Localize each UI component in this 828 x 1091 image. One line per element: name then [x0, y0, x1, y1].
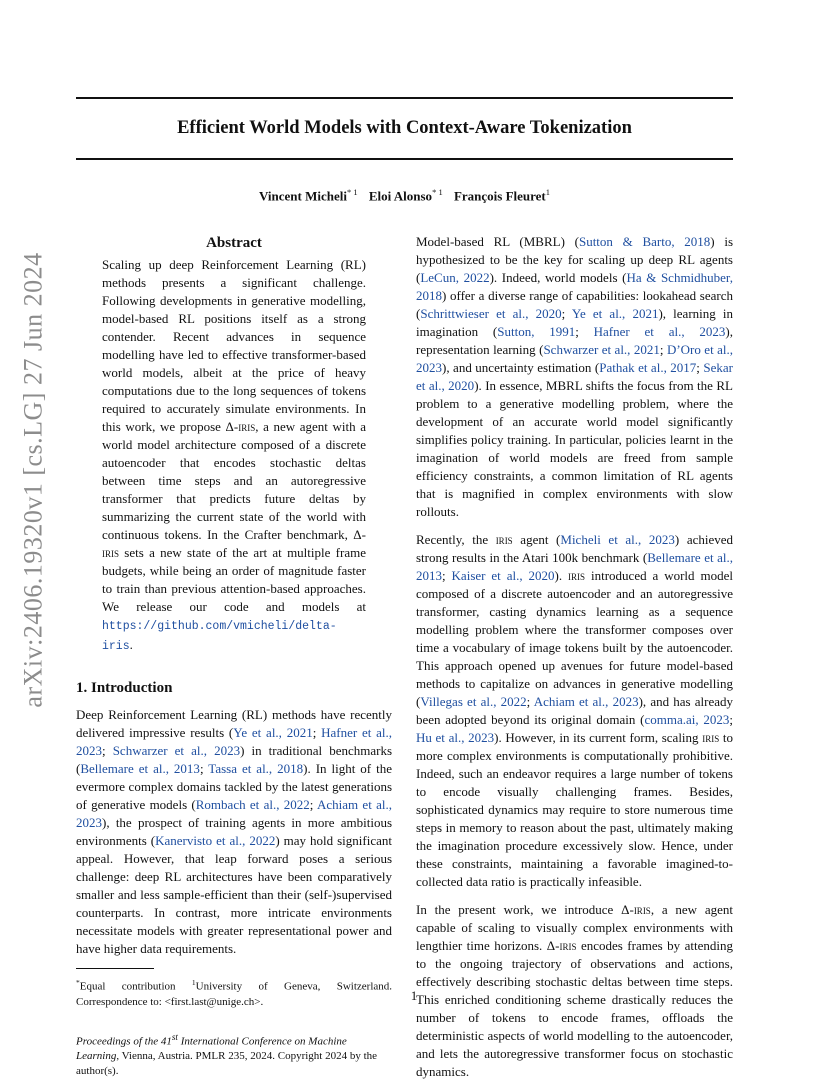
citation[interactable]: Villegas et al., 2022: [420, 694, 527, 709]
citation[interactable]: Hafner et al., 2023: [76, 725, 392, 758]
citation[interactable]: Schrittwieser et al., 2020: [420, 306, 562, 321]
citation[interactable]: Bellemare et al., 2013: [80, 761, 200, 776]
citation[interactable]: Ye et al., 2021: [233, 725, 313, 740]
title-rule-bottom: [76, 158, 733, 160]
citation[interactable]: Kaiser et al., 2020: [451, 568, 555, 583]
citation[interactable]: comma.ai, 2023: [644, 712, 730, 727]
citation[interactable]: Sutton, 1991: [497, 324, 576, 339]
code-link[interactable]: https://github.com/vmicheli/delta-iris: [102, 620, 337, 653]
citation[interactable]: Rombach et al., 2022: [195, 797, 310, 812]
citation[interactable]: Kanervisto et al., 2022: [155, 833, 276, 848]
citation[interactable]: D’Oro et al., 2023: [416, 342, 734, 375]
citation[interactable]: Bellemare et al., 2013: [416, 550, 733, 583]
intro-paragraph: Deep Reinforcement Learning (RL) methods have recently delivered impressive results (Ye et al., 2021; Hafner et al., 2023; Schwarzer et al., 2023) in traditional benchmarks (Bellemare et al., 2013; Tassa et al., 2018). In light of the evermore complex domains tackled by the latest generations of generative models (Rombach et al., 2022; Achiam et al., 2023), the prospect of training agents in more ambitious environments (Kanervisto et al., 2022) may hold significant appeal. However, that leap forward poses a serious challenge: deep RL architectures have been comparatively smaller and less sample-efficient than their (self-)supervised counterparts. In contrast, more intricate environments necessitate models with greater representational power and have higher data requirements.: [76, 707, 392, 956]
author-marks: * 1: [432, 187, 443, 197]
paper-title: Efficient World Models with Context-Aware Tokenization: [177, 118, 632, 138]
left-column: [76, 233, 392, 1079]
page-number: 1: [410, 988, 418, 1003]
citation[interactable]: Sekar et al., 2020: [416, 360, 733, 393]
author-marks: 1: [545, 187, 551, 197]
citation[interactable]: Achiam et al., 2023: [76, 797, 392, 830]
abstract-heading: Abstract: [206, 235, 262, 251]
citation[interactable]: Tassa et al., 2018: [208, 761, 304, 776]
citation[interactable]: Hafner et al., 2023: [593, 324, 726, 339]
author-name: Eloi Alonso: [368, 188, 433, 204]
author-list: [76, 187, 733, 204]
author-name: François Fleuret: [453, 188, 546, 204]
affiliation-footnote: *Equal contribution $^1$University of Geneva, Switzerland. Correspondence to: <first.last@unige.ch>.: [76, 978, 393, 1008]
citation[interactable]: Achiam et al., 2023: [533, 694, 639, 709]
citation[interactable]: LeCun, 2022: [420, 270, 490, 285]
abstract-text: Scaling up deep Reinforcement Learning (RL) methods presents a significant challenge. Following developments in generative modelling, model-based RL positions itself as a strong contender. Recent advances in sequence modelling have led to effective transformer-based world models, albeit at the price of heavy computations due to the long sequences of tokens required to accurately simulate environments. In this work, we propose Δ-iris, a new agent with a world model architecture composed of a discrete autoencoder that encodes stochastic deltas between time steps and an autoregressive transformer that predicts future deltas by summarizing the current state of the world with continuous tokens. In the Crafter benchmark, Δ-iris sets a new state of the art at multiple frame budgets, while being an order of magnitude faster to train than previous attention-based approaches. We release our code and models at https://github.com/vmicheli/delta-iris.: [102, 257, 366, 653]
right-column: [416, 233, 733, 1091]
author-name: Vincent Micheli: [258, 188, 347, 204]
proceedings-note: Proceedings of the 41st International Conference on Machine Learning, Vienna, Austria. PMLR 235, 2024. Copyright 2024 by the author(s).: [76, 1031, 378, 1078]
body-paragraph-3: In the present work, we introduce Δ-iris, a new agent capable of scaling to visually complex environments with lengthier time horizons. Δ-iris encodes frames by attending to the ongoing trajectory of observations and actions, effectively describing stochastic deltas between time steps. This enriched conditioning scheme drastically reduces the number of tokens to encode frames, offloads the deterministic aspects of world modelling to the autoencoder, and lets the autoregressive transformer focus on stochastic dynamics.: [416, 902, 733, 1079]
arxiv-stamp: arXiv:2406.19320v1 [cs.LG] 27 Jun 2024: [19, 252, 48, 708]
citation[interactable]: Schwarzer et al., 2023: [112, 743, 241, 758]
citation[interactable]: Sutton & Barto, 2018: [578, 234, 711, 249]
citation[interactable]: Micheli et al., 2023: [560, 532, 675, 547]
body-paragraph-1: Model-based RL (MBRL) (Sutton & Barto, 2018) is hypothesized to be the key for scaling up deep RL agents (LeCun, 2022). Indeed, world models (Ha & Schmidhuber, 2018) offer a diverse range of capabilities: lookahead search (Schrittwieser et al., 2020; Ye et al., 2021), learning in imagination (Sutton, 1991; Hafner et al., 2023), representation learning (Schwarzer et al., 2021; D’Oro et al., 2023), and uncertainty estimation (Pathak et al., 2017; Sekar et al., 2020). In essence, MBRL shifts the focus from the RL problem to a generative modelling problem, where the development of an accurate world model significantly simplifies policy training. In particular, policies learnt in the imagination of world models are freed from sample efficiency constraints, a common limitation of RL agents that is magnified in complex environments with slow rollouts.: [416, 234, 734, 519]
title-rule-top: [76, 97, 733, 99]
citation[interactable]: Ye et al., 2021: [571, 306, 659, 321]
citation[interactable]: Hu et al., 2023: [416, 730, 495, 745]
body-paragraph-2: Recently, the iris agent (Micheli et al., 2023) achieved strong results in the Atari 100k benchmark (Bellemare et al., 2013; Kaiser et al., 2020). iris introduced a world model composed of a discrete autoencoder and an autoregressive transformer, casting dynamics learning as a sequence modelling problem where the transformer composes over time a vocabulary of image tokens built by the autoencoder. This approach opened up avenues for future model-based methods to capitalize on advances in generative modelling (Villegas et al., 2022; Achiam et al., 2023), and has already been adopted beyond its original domain (comma.ai, 2023; Hu et al., 2023). However, in its current form, scaling iris to more complex environments is computationally prohibitive. Indeed, such an endeavor requires a large number of tokens to encode visually challenging frames. Besides, sophisticated dynamics may require to store numerous time steps in memory to reason about the past, ultimately making the imagination procedure excessively slow. Hence, under these constraints, maintaining a favorable imagined-to-collected data ratio is practically infeasible.: [416, 532, 734, 889]
citation[interactable]: Schwarzer et al., 2021: [543, 342, 660, 357]
author-marks: * 1: [346, 187, 358, 197]
section-heading-introduction: 1. Introduction: [76, 680, 173, 696]
citation[interactable]: Pathak et al., 2017: [599, 360, 697, 375]
footnote-rule: [76, 968, 154, 969]
citation[interactable]: Ha & Schmidhuber, 2018: [416, 270, 733, 303]
